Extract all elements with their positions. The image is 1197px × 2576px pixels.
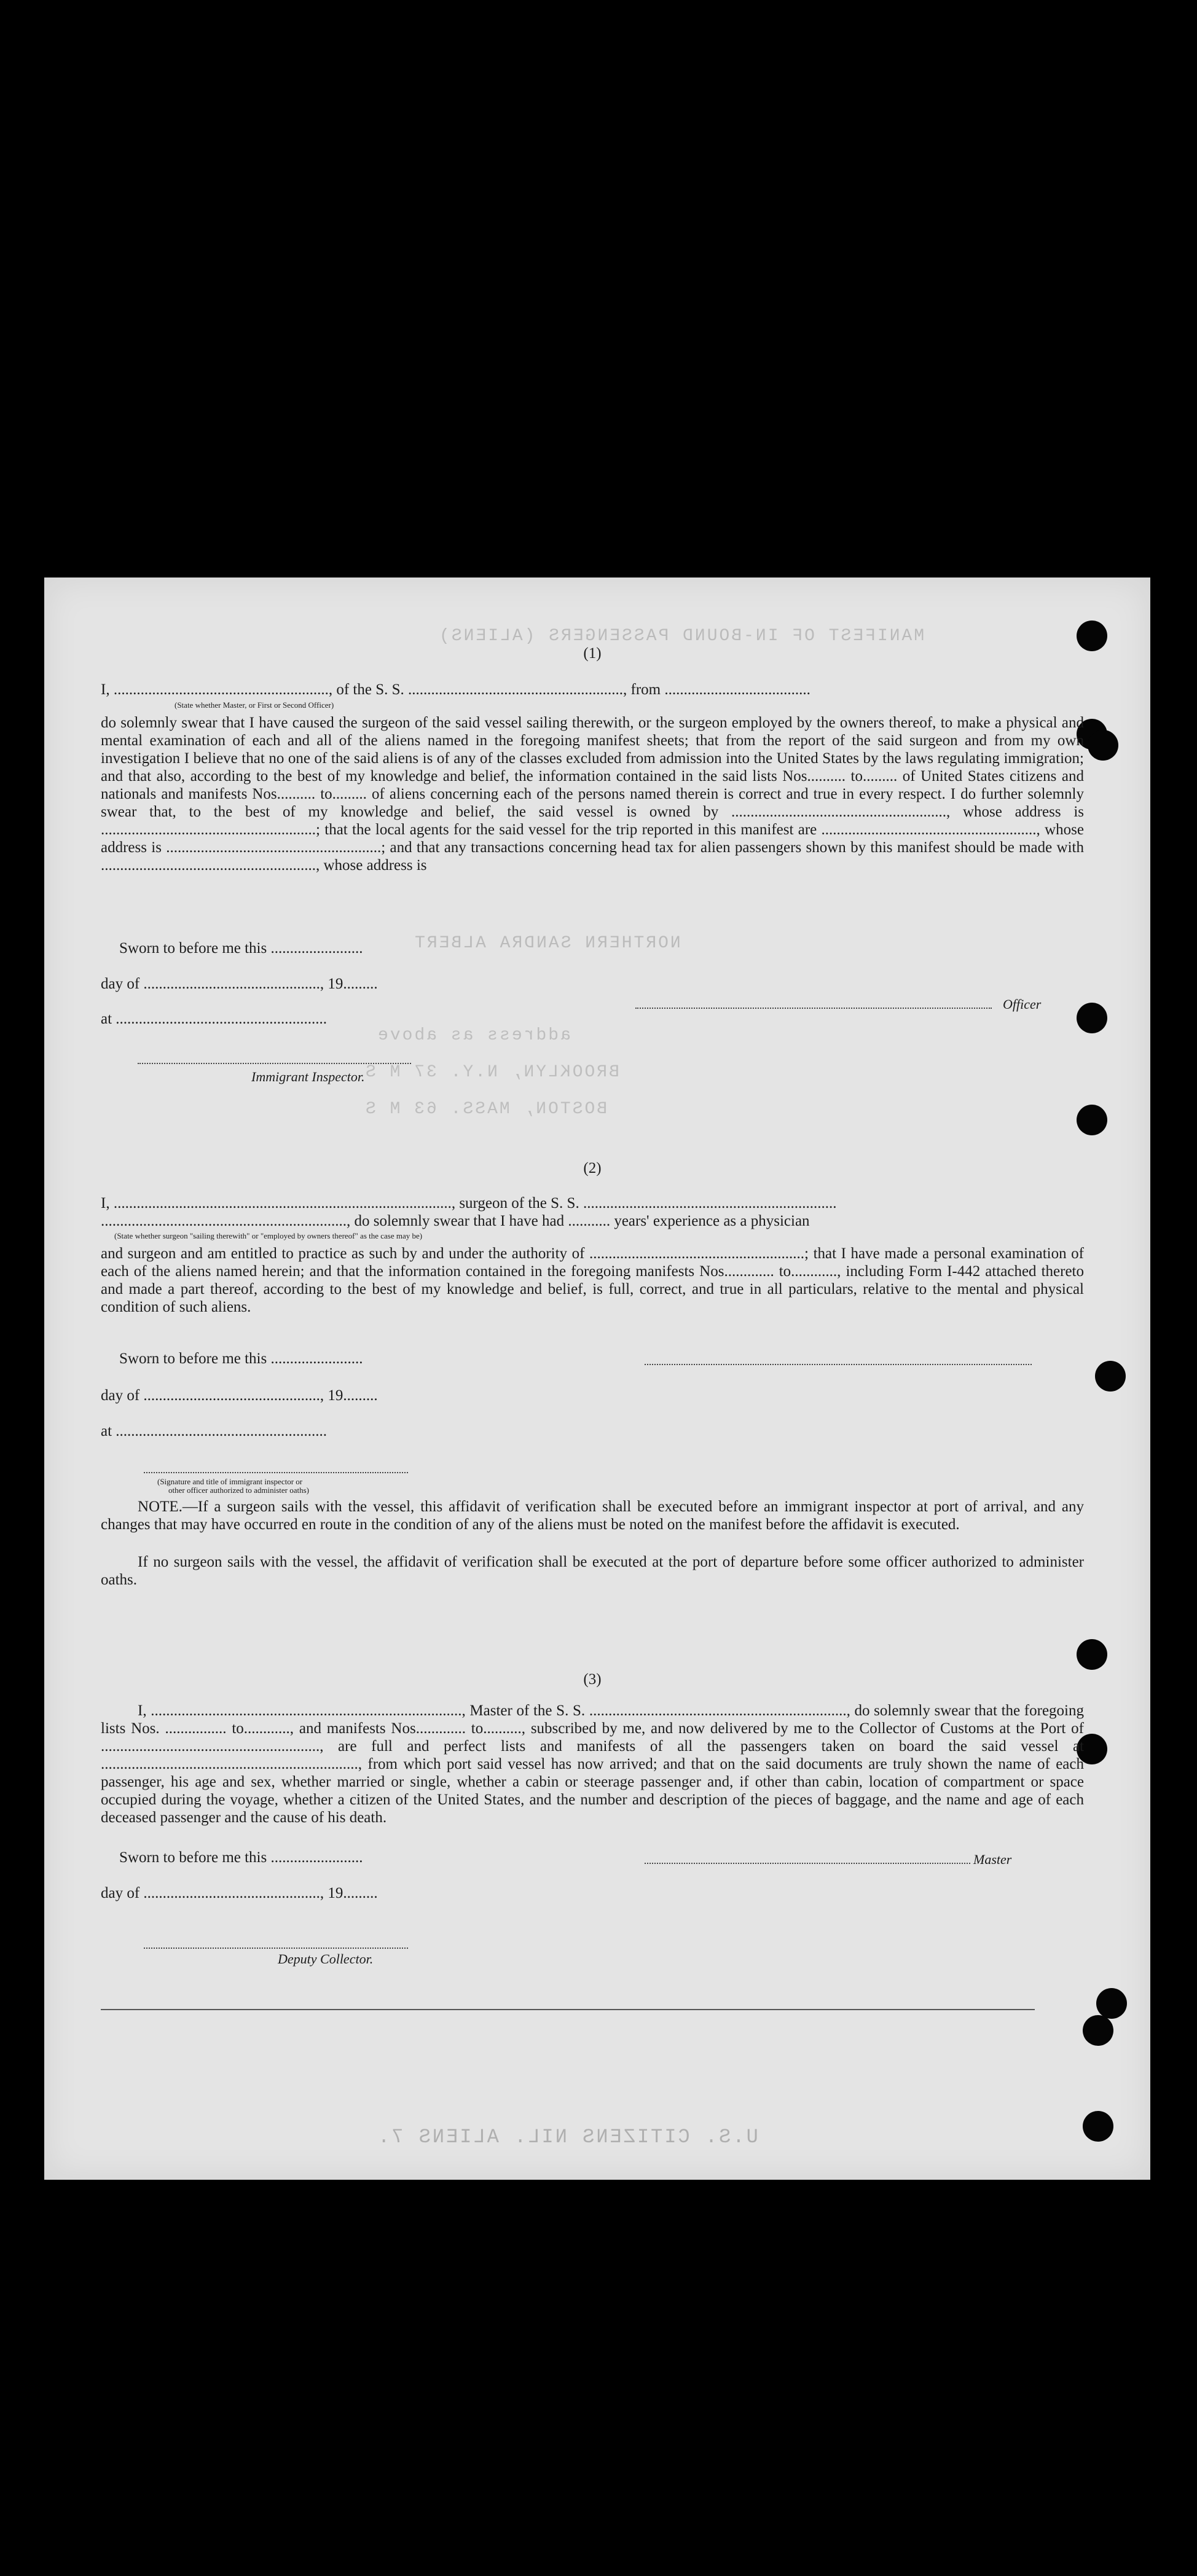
section-3-oath-paragraph: I, ................................................................................., Master of the S. S. ..................................................................., do solemnly swear that the foregoing lists Nos. ................ to............, and manifests Nos............. to.........., subscribed by me, and now delivered by me to the Collector of Customs at the Port of ........................................................., are full and perfect lists and manifests of all the passengers taken on board the said vessel at ..................................................................., from which port said vessel has now arrived; and that on the said documents are truly shown the name of each passenger, his age and sex, whether married or single, whether a cabin or steerage passenger and, if other than cabin, location of compartment or space occupied during the voyage, whether a citizen of the United States, and the number and description of the pieces of baggage, and the name and age of each deceased passenger and the cause of his death. — [101, 1702, 1084, 1826]
bleed-through-text: U.S. CITIZENS NIL. ALIENS 7. — [376, 2126, 758, 2148]
section-3-day-line: day of .............................................., 19......... — [101, 1885, 378, 1901]
section-3-master-title: Master — [973, 1852, 1012, 1867]
bleed-through-text: address as above — [376, 1026, 571, 1045]
section-3-master-signature-line — [645, 1863, 970, 1864]
bleed-through-text: NORTHERN SANDRA ALBERT — [413, 934, 681, 953]
section-2-signature-caption-2: other officer authorized to administer oaths) — [168, 1486, 309, 1495]
section-2-number: (2) — [583, 1160, 602, 1176]
punch-hole — [1077, 1003, 1107, 1033]
punch-hole — [1088, 730, 1118, 761]
punch-hole — [1096, 1988, 1127, 2019]
section-1-officer-title: Officer — [1003, 996, 1042, 1012]
section-2-first-line: I, ........................................................................................, surgeon of the S. S. .................................................................. — [101, 1195, 837, 1212]
section-3-sworn-line: Sworn to before me this ........................ — [119, 1849, 363, 1866]
section-2-oath-paragraph: and surgeon and am entitled to practice as such by and under the authority of ........................................................; that I have made a personal examination of each of the aliens named herein; and that the information contained in the foregoing manifests Nos............. to............, including Form I-442 attached thereto and made a part thereof, according to the best of my knowledge and belief, is full, correct, and true in all particulars, relative to the mental and physical condition of such aliens. — [101, 1245, 1084, 1315]
section-2-caption: (State whether surgeon "sailing therewith" or "employed by owners thereof" as the case may be) — [114, 1231, 423, 1240]
section-1-at-line: at ....................................................... — [101, 1011, 328, 1027]
punch-hole — [1095, 1361, 1126, 1392]
section-2-note-2: If no surgeon sails with the vessel, the affidavit of verification shall be executed at the port of departure before some officer authorized to administer oaths. — [101, 1554, 1084, 1588]
bottom-rule — [101, 2009, 1035, 2010]
section-2-surgeon-signature-line — [645, 1364, 1032, 1365]
bleed-through-text: BROOKLYN, N.Y. 37 M S — [364, 1063, 619, 1082]
punch-hole — [1077, 1639, 1107, 1670]
section-3-number: (3) — [583, 1671, 602, 1688]
section-1-inspector-title: Immigrant Inspector. — [251, 1069, 365, 1084]
section-1-caption: (State whether Master, or First or Second Officer) — [175, 700, 334, 710]
section-2-sworn-line: Sworn to before me this ........................ — [119, 1350, 363, 1367]
section-1-officer-signature-line — [635, 1008, 992, 1009]
punch-hole — [1077, 1105, 1107, 1135]
punch-hole — [1083, 2111, 1113, 2142]
section-2-at-line: at ....................................................... — [101, 1423, 328, 1439]
section-1-inspector-signature-line — [138, 1063, 411, 1064]
bleed-through-text: MANIFEST OF IN-BOUND PASSENGERS (ALIENS) — [438, 627, 925, 646]
section-1-first-line: I, ........................................................, of the S. S. ........................................................, from ...................................... — [101, 681, 810, 698]
manifest-verification-page — [44, 577, 1150, 2180]
section-2-signature-caption-1: (Signature and title of immigrant inspector or — [157, 1477, 303, 1486]
section-1-number: (1) — [583, 645, 602, 662]
punch-hole — [1083, 2015, 1113, 2046]
section-2-day-line: day of .............................................., 19......... — [101, 1387, 378, 1404]
section-3-collector-signature-line — [144, 1948, 408, 1949]
section-1-day-line: day of .............................................., 19......... — [101, 976, 378, 992]
section-3-collector-title: Deputy Collector. — [278, 1951, 374, 1967]
section-2-inspector-signature-line — [144, 1472, 408, 1473]
bleed-through-text: BOSTON, MASS. 63 M S — [364, 1100, 608, 1119]
section-1-sworn-line: Sworn to before me this ........................ — [119, 940, 363, 957]
section-2-note-1: NOTE.—If a surgeon sails with the vessel, this affidavit of verification shall be executed before an immigrant inspector at port of arrival, and any changes that may have occurred en route in the condition of any of the aliens must be noted on the manifest before the affidavit is executed. — [101, 1498, 1084, 1533]
section-1-oath-paragraph: do solemnly swear that I have caused the surgeon of the said vessel sailing therewith, or the surgeon employed by the owners thereof, to make a physical and mental examination of each and all of the aliens named in the foregoing manifest sheets; that from the report of the said surgeon and from my own investigation I believe that no one of the said aliens is of any of the classes excluded from admission into the United States by the laws regulating immigration; and that also, according to the best of my knowledge and belief, the information contained in the said lists Nos.......... to......... of United States citizens and nationals and manifests Nos.......... to......... of aliens concerning each of the persons named therein is correct and true in every respect. I do further solemnly swear that, to the best of my knowledge and belief, the said vessel is owned by ........................................................, whose address is ........................................................; that the local agents for the said vessel for the trip reported in this manifest are ........................................................, whose address is ........................................................; and that any transactions concerning head tax for alien passengers shown by this manifest should be made with ........................................................, whose address is — [101, 714, 1084, 874]
section-2-second-line: ................................................................, do solemnly swear that I have had ........... years' experience as a physician — [101, 1213, 810, 1229]
